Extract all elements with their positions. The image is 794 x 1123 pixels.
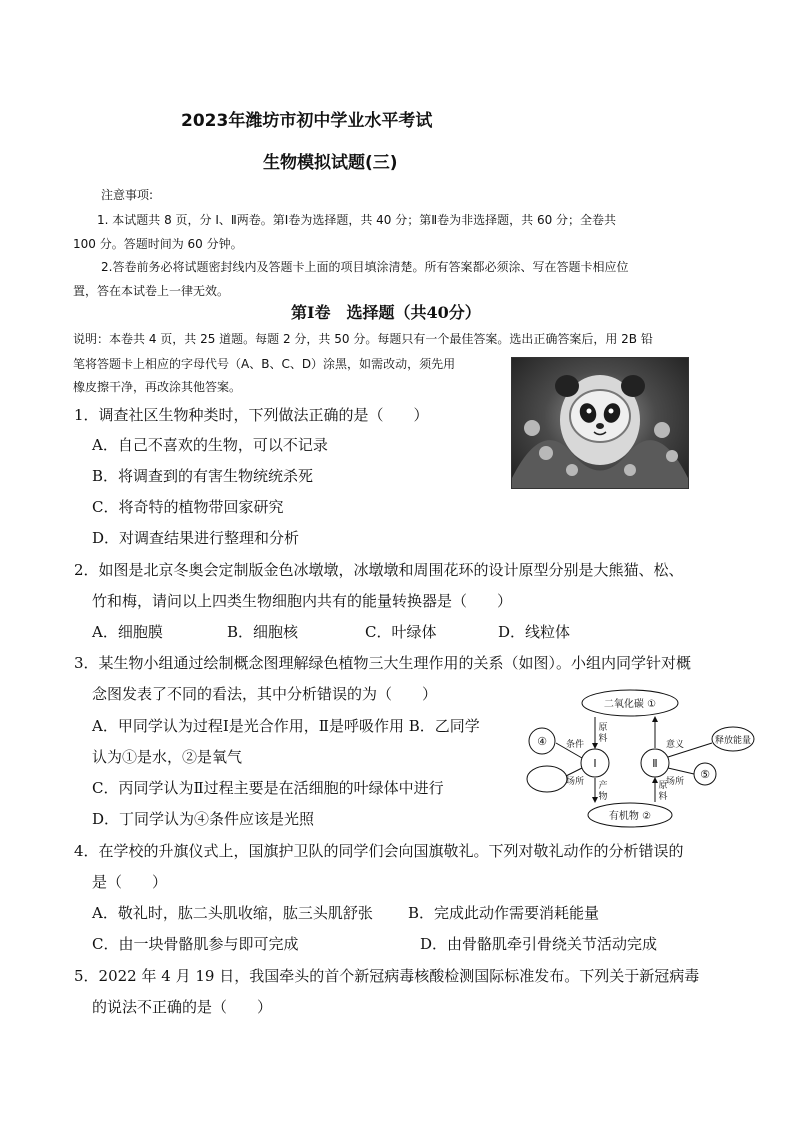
q2-option-d: D．线粒体: [498, 623, 571, 641]
section-desc-line2: 笔将答题卡上相应的字母代号（A、B、C、D）涂黑，如需改动，须先用: [73, 357, 456, 371]
q2-stem-line1: 2．如图是北京冬奥会定制版金色冰墩墩，冰墩墩和周围花环的设计原型分别是大熊猫、松、: [74, 561, 684, 579]
q4-option-a: A．敬礼时，肱二头肌收缩，肱三头肌舒张: [92, 904, 373, 922]
co2-label: 二氧化碳 ①: [603, 699, 657, 710]
q3-option-a-line2: 认为①是水，②是氧气: [92, 748, 243, 766]
q1-option-b: B．将调查到的有害生物统统杀死: [92, 467, 314, 485]
site-2-label: 场所: [665, 777, 685, 787]
q2-option-c: C．叶绿体: [365, 623, 437, 641]
section-desc-line3: 橡皮擦干净，再改涂其他答案。: [73, 380, 242, 394]
exam-subtitle: 生物模拟试题(三): [263, 153, 398, 173]
q2-stem-line2: 竹和梅，请问以上四类生物细胞内共有的能量转换器是（ ）: [92, 592, 513, 610]
organic-label: 有机物 ②: [608, 811, 652, 822]
q3-option-d: D．丁同学认为④条件应该是光照: [92, 810, 315, 828]
notice-item1-line1: 1. 本试题共 8 页，分 Ⅰ、Ⅱ两卷。第Ⅰ卷为选择题，共 40 分；第Ⅱ卷为非选择题，共 60 分；全卷共: [97, 213, 617, 227]
q3-option-a-line1: A．甲同学认为过程Ⅰ是光合作用，Ⅱ是呼吸作用 B．乙同学: [92, 717, 480, 735]
panda-mascot-icon: [512, 358, 688, 488]
notice-item1-line2: 100 分。答题时间为 60 分钟。: [73, 237, 243, 251]
product-b-label: 物: [598, 792, 608, 802]
notice-heading: 注意事项:: [101, 188, 154, 202]
q5-stem-line1: 5．2022 年 4 月 19 日，我国牵头的首个新冠病毒核酸检测国际标准发布。下列关于新冠病毒: [74, 967, 700, 985]
site-blank-node: [527, 766, 567, 792]
q3-option-c: C．丙同学认为Ⅱ过程主要是在活细胞的叶绿体中进行: [92, 779, 444, 797]
site-5-label: ⑤: [700, 768, 710, 781]
q4-option-c: C．由一块骨骼肌参与即可完成: [92, 935, 299, 953]
q1-stem: 1．调查社区生物种类时，下列做法正确的是（ ）: [74, 406, 429, 424]
site-1-label: 场所: [565, 777, 585, 787]
q5-stem-line2: 的说法不正确的是（ ）: [92, 998, 273, 1016]
q1-option-d: D．对调查结果进行整理和分析: [92, 529, 300, 547]
q1-option-a: A．自己不喜欢的生物，可以不记录: [92, 436, 328, 454]
raw-1a-label: 原: [598, 723, 608, 733]
meaning-label: 意义: [665, 740, 685, 750]
q4-option-b: B．完成此动作需要消耗能量: [408, 904, 600, 922]
raw-2a-label: 原: [658, 781, 668, 791]
bing-dwen-dwen-photo: [511, 357, 689, 489]
product-a-label: 产: [598, 781, 608, 791]
raw-2b-label: 料: [658, 792, 668, 802]
q3-stem-line1: 3．某生物小组通过绘制概念图理解绿色植物三大生理作用的关系（如图）。小组内同学针对概: [74, 654, 692, 672]
condition-4-label: ④: [537, 735, 547, 748]
q4-stem-line1: 4．在学校的升旗仪式上，国旗护卫队的同学们会向国旗敬礼。下列对敬礼动作的分析错误的: [74, 842, 684, 860]
notice-item2-line2: 置，答在本试卷上一律无效。: [73, 284, 230, 298]
q1-option-c: C．将奇特的植物带回家研究: [92, 498, 284, 516]
condition-label: 条件: [565, 740, 585, 750]
q2-option-a: A．细胞膜: [92, 623, 163, 641]
q4-option-d: D．由骨骼肌牵引骨绕关节活动完成: [420, 935, 658, 953]
process-2-label: Ⅱ: [652, 757, 658, 770]
section-desc-line1: 说明：本卷共 4 页，共 25 道题。每题 2 分，共 50 分。每题只有一个最佳答案。选出正确答案后，用 2B 铅: [73, 332, 653, 346]
concept-map-diagram: [525, 688, 755, 828]
raw-1b-label: 料: [598, 734, 608, 744]
q2-option-b: B．细胞核: [227, 623, 299, 641]
section-title: 第Ⅰ卷 选择题（共40分）: [291, 303, 481, 322]
process-1-label: Ⅰ: [593, 757, 597, 770]
exam-title: 2023年潍坊市初中学业水平考试: [181, 111, 433, 131]
notice-item2-line1: 2.答卷前务必将试题密封线内及答题卡上面的项目填涂清楚。所有答案都必须涂、写在答题卡相应位: [101, 260, 629, 274]
q4-stem-line2: 是（ ）: [92, 873, 168, 891]
release-energy-label: 释放能量: [714, 736, 752, 746]
q3-stem-line2: 念图发表了不同的看法，其中分析错误的为（ ）: [92, 685, 438, 703]
